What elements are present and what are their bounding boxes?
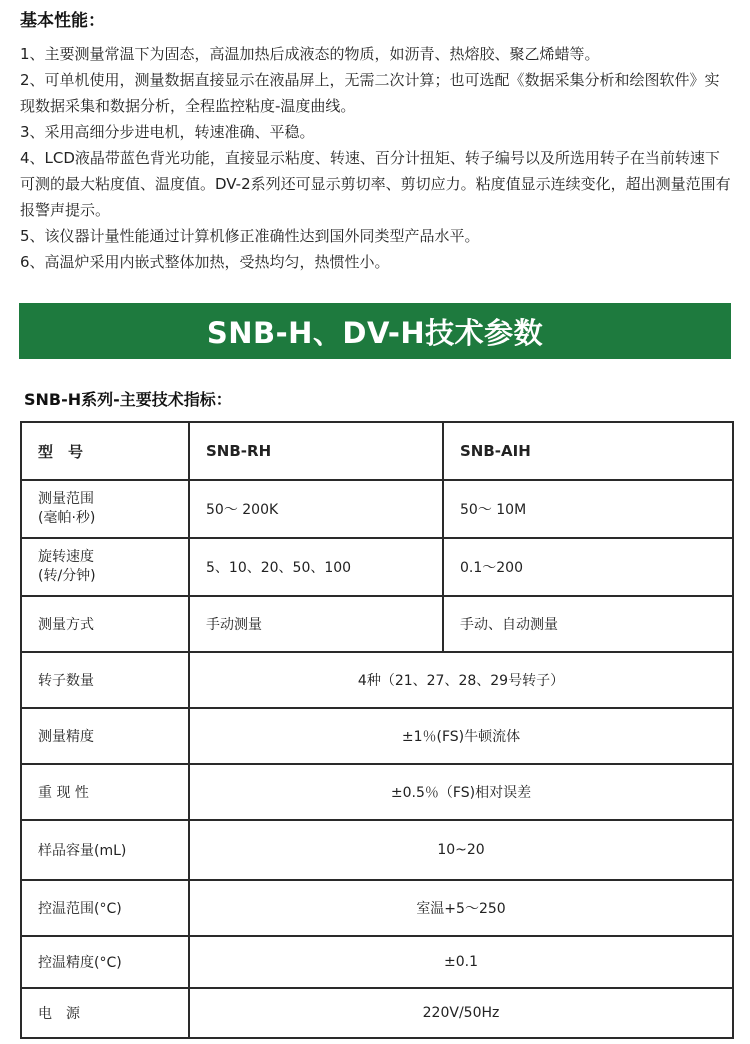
table-row (21, 880, 733, 936)
feature-item: 5、该仪器计量性能通过计算机修正准确性达到国外同类型产品水平。 (20, 227, 480, 245)
spec-table (20, 421, 734, 1039)
series-spec-heading: SNB-H系列-主要技术指标： (24, 390, 232, 409)
row-value: ±0.5％（FS)相对误差 (189, 764, 733, 820)
row-label-unit: (转/分钟) (38, 568, 96, 584)
row-value-rh: 5、10、20、50、100 (189, 538, 443, 596)
row-label (21, 538, 189, 596)
header-model-aih: SNB-AIH (443, 422, 733, 480)
banner-title: SNB-H、DV-H技术参数 (206, 315, 544, 350)
basic-performance-heading: 基本性能： (20, 11, 105, 31)
row-value-aih: 50～ 10M (443, 480, 733, 538)
row-label-unit: (毫帕·秒) (38, 510, 96, 526)
table-row (21, 596, 733, 652)
feature-item: 6、高温炉采用内嵌式整体加热，受热均匀，热惯性小。 (20, 253, 390, 271)
row-label: 控温范围(°C) (21, 880, 189, 936)
table-row (21, 708, 733, 764)
table-row (21, 988, 733, 1038)
row-label: 样品容量(mL) (21, 820, 189, 880)
table-row (21, 764, 733, 820)
row-value: 10~20 (189, 820, 733, 880)
table-row (21, 936, 733, 988)
row-value: 220V/50Hz (189, 988, 733, 1038)
row-label: 控温精度(°C) (21, 936, 189, 988)
header-label-cell: 型 号 (21, 422, 189, 480)
feature-item: 3、采用高细分步进电机，转速准确、平稳。 (20, 123, 315, 141)
row-value: 4种（21、27、28、29号转子） (189, 652, 733, 708)
row-value: 室温+5～250 (189, 880, 733, 936)
row-label: 测量方式 (21, 596, 189, 652)
row-value: ±0.1 (189, 936, 733, 988)
row-label-line: 测量范围 (38, 491, 94, 507)
row-label: 测量精度 (21, 708, 189, 764)
table-row (21, 652, 733, 708)
row-label: 电 源 (21, 988, 189, 1038)
row-label-line: 旋转速度 (38, 549, 94, 565)
feature-item: 2、可单机使用，测量数据直接显示在液晶屏上，无需二次计算；也可选配《数据采集分析和绘图软件》实现数据采集和数据分析，全程监控粘度-温度曲线。 (20, 71, 720, 115)
row-value-aih: 0.1～200 (443, 538, 733, 596)
table-row (21, 820, 733, 880)
row-label: 转子数量 (21, 652, 189, 708)
row-label: 重 现 性 (21, 764, 189, 820)
table-row (21, 480, 733, 538)
row-value-rh: 手动测量 (189, 596, 443, 652)
feature-item: 1、主要测量常温下为固态，高温加热后成液态的物质，如沥青、热熔胶、聚乙烯蜡等。 (20, 45, 600, 63)
row-value-aih: 手动、自动测量 (443, 596, 733, 652)
table-row (21, 538, 733, 596)
table-header-row (21, 422, 733, 480)
tech-params-banner (19, 303, 731, 359)
feature-list (20, 41, 732, 275)
feature-item: 4、LCD液晶带蓝色背光功能，直接显示粘度、转速、百分计扭矩、转子编号以及所选用转子在当前转速下可测的最大粘度值、温度值。DV-2系列还可显示剪切率、剪切应力。粘度值显示连续变化，超出测量范围有报警声提示。 (20, 149, 731, 219)
row-value: ±1％(FS)牛顿流体 (189, 708, 733, 764)
row-value-rh: 50～ 200K (189, 480, 443, 538)
header-model-rh: SNB-RH (189, 422, 443, 480)
row-label (21, 480, 189, 538)
